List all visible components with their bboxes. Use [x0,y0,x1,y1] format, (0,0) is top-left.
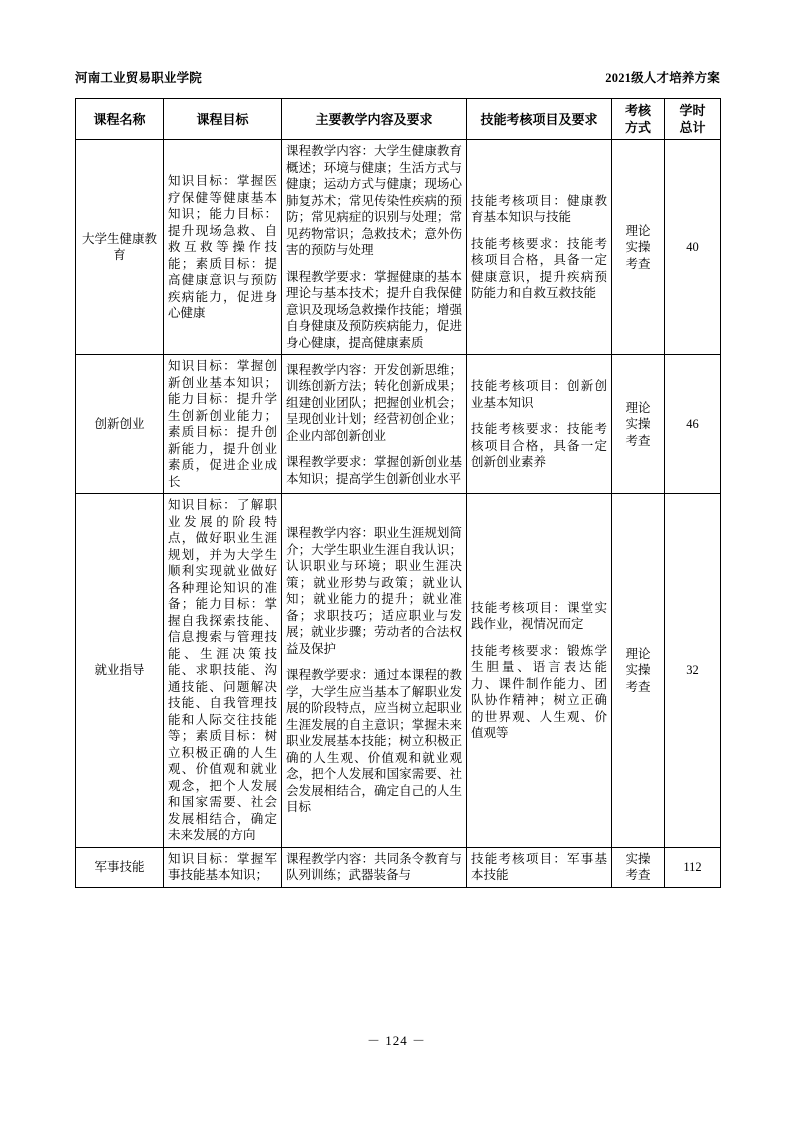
assessment-mode-text-line2: 实操 [625,417,651,432]
cell-teaching-content [282,140,467,355]
assessment-mode-text-line2: 实操 [625,240,651,255]
assessment-mode-text-line2: 实操 [625,663,651,678]
teaching-requirement-paragraph: 课程教学要求：掌握健康的基本理论与基本技术；提升自我保健意识及现场急救操作技能；增强自身健康及预防疾病能力，促进身心健康，提高健康素质 [286,269,462,350]
cell-course-goal: 知识目标：掌握创新创业基本知识；能力目标：提升学生创新创业能力；素质目标：提升创新能力，提升创业素质，促进企业成长 [164,355,282,494]
cell-course-goal: 知识目标：掌握军事技能基本知识； [164,847,282,887]
teaching-content-paragraph: 课程教学内容：职业生涯规划简介；大学生职业生涯自我认识；认识职业与环境；职业生涯决策；就业形势与政策；就业认知；就业能力的提升；就业准备；求职技巧；适应职业与发展；就业步骤；劳动者的合法权益及保护 [286,526,462,656]
cell-assessment-mode [612,355,665,494]
skill-item-paragraph: 技能考核项目：创新创业基本知识 [471,379,607,410]
cell-course-name: 就业指导 [76,494,164,848]
table-row [76,355,721,494]
teaching-content-paragraph: 课程教学内容：开发创新思维；训练创新方法；转化创新成果；组建创业团队；把握创业机会；呈现创业计划；经营初创企业；企业内部创新创业 [286,362,462,443]
assessment-mode-text-line1: 理论 [625,646,651,661]
page-header [75,68,720,86]
cell-skill-assessment [467,847,612,887]
skill-requirement-paragraph: 技能考核要求：技能考核项目合格，具备一定创新创业素养 [471,422,607,470]
cell-teaching-content [282,494,467,848]
skill-item-paragraph: 技能考核项目：健康教育基本知识与技能 [471,193,607,225]
assessment-mode-text-line1: 理论 [625,400,651,415]
cell-skill-assessment [467,140,612,355]
cell-course-name: 大学生健康教育 [76,140,164,355]
assessment-mode-text-line3: 考查 [625,256,651,271]
cell-assessment-mode [612,847,665,887]
cell-skill-assessment [467,355,612,494]
column-header-skill-assessment: 技能考核项目及要求 [467,99,612,140]
column-header-course-name: 课程名称 [76,99,164,140]
skill-requirement-paragraph: 技能考核要求：锻炼学生胆量、语言表达能力、课件制作能力、团队协作精神；树立正确的世界观、人生观、价值观等 [471,643,607,741]
assessment-mode-line1: 考核 [624,103,651,118]
cell-total-hours: 112 [665,847,721,887]
cell-teaching-content [282,355,467,494]
table-header-row [76,99,721,140]
column-header-course-goal: 课程目标 [164,99,282,140]
cell-assessment-mode [612,494,665,848]
assessment-mode-text-line2: 考查 [625,868,651,883]
total-hours-line2: 总计 [679,120,706,136]
teaching-content-paragraph: 课程教学内容：大学生健康教育概述；环境与健康；生活方式与健康；运动方式与健康；现场心肺复苏术；常见传染性疾病的预防；常见病症的识别与处理；常见药物常识；急救技术；意外伤害的预防与处理 [286,144,462,258]
cell-total-hours: 32 [665,494,721,848]
column-header-assessment-mode [612,99,665,140]
assessment-mode-line2: 方式 [624,120,651,136]
table-row [76,494,721,848]
assessment-mode-text-line3: 考查 [625,433,651,448]
cell-course-goal: 知识目标：了解职业发展的阶段特点，做好职业生涯规划，并为大学生顺利实现就业做好各种理论知识的准备；能力目标：掌握自我探索技能、信息搜索与管理技能、生涯决策技能、求职技能、沟通技能、问题解决技能、自我管理技能和人际交往技能等；素质目标：树立积极正确的人生观、价值观和就业观念，把个人发展和国家需要、社会发展相结合，确定未来发展的方向 [164,494,282,848]
teaching-requirement-paragraph: 课程教学要求：掌握创新创业基本知识；提高学生创新创业水平 [286,455,462,486]
table-row [76,140,721,355]
cell-course-name: 创新创业 [76,355,164,494]
skill-item-paragraph: 技能考核项目：课堂实践作业，视情况而定 [471,600,607,632]
cell-teaching-content [282,847,467,887]
skill-requirement-paragraph: 技能考核要求：技能考核项目合格，具备一定健康意识，提升疾病预防能力和自救互救技能 [471,236,607,301]
cell-course-name: 军事技能 [76,847,164,887]
column-header-teaching-content: 主要教学内容及要求 [282,99,467,140]
column-header-total-hours [665,99,721,140]
page-number: － 124 － [366,1033,426,1048]
header-document-title: 2021级人才培养方案 [605,71,720,85]
assessment-mode-text-line1: 理论 [625,223,651,238]
skill-item-paragraph: 技能考核项目：军事基本技能 [471,851,607,883]
cell-course-goal: 知识目标：掌握医疗保健等健康基本知识；能力目标：提升现场急救、自救互救等操作技能；素质目标：提高健康意识与预防疾病能力，促进身心健康 [164,140,282,355]
page-footer [0,1030,793,1049]
cell-assessment-mode [612,140,665,355]
table-row [76,847,721,887]
header-institution: 河南工业贸易职业学院 [75,71,203,85]
cell-total-hours: 46 [665,355,721,494]
total-hours-line1: 学时 [679,103,706,118]
cell-total-hours: 40 [665,140,721,355]
cell-skill-assessment [467,494,612,848]
course-table [75,98,721,888]
teaching-content-paragraph: 课程教学内容：共同条令教育与队列训练；武器装备与 [286,851,462,883]
course-table-wrapper [75,98,720,888]
teaching-requirement-paragraph: 课程教学要求：通过本课程的教学，大学生应当基本了解职业发展的阶段特点，应当树立起职业生涯发展的自主意识；掌握未来职业发展基本技能；树立积极正确的人生观、价值观和就业观念，把个人发展和国家需要、社会发展相结合，确定自己的人生目标 [286,668,462,815]
assessment-mode-text-line1: 实操 [625,851,651,866]
assessment-mode-text-line3: 考查 [625,679,651,694]
